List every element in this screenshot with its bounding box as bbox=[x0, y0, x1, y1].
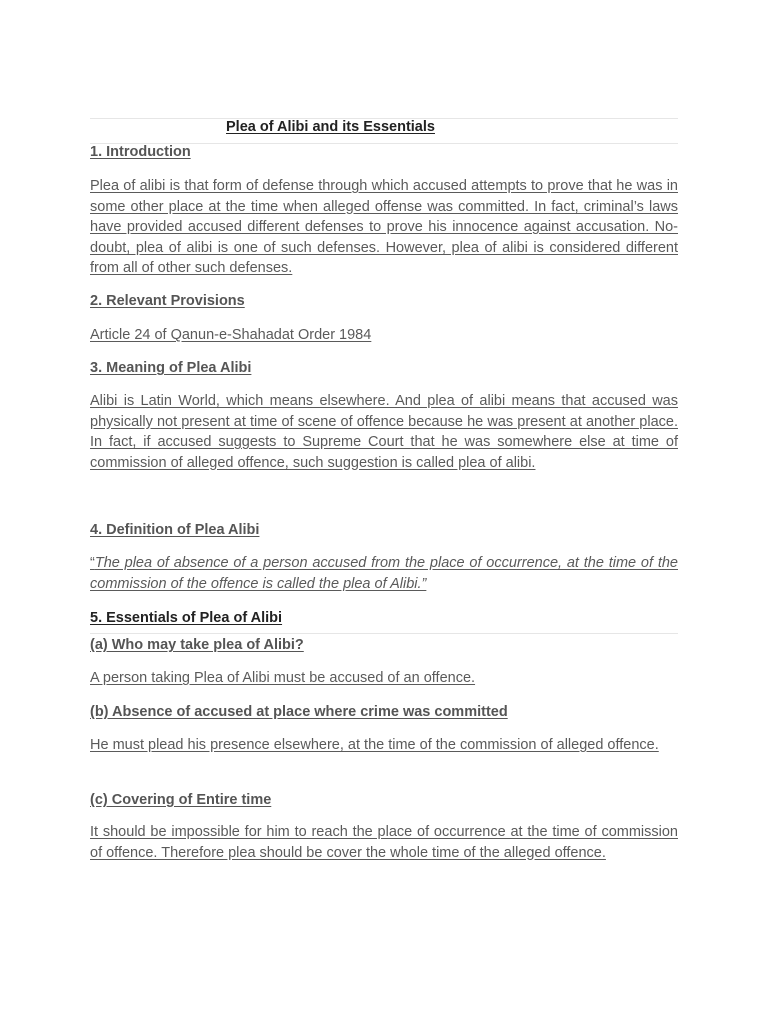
paragraph-introduction: Plea of alibi is that form of defense through which accused attempts to prove that he was in some other place at the time when alleged offense was committed. In fact, criminal’s laws have provided accused different defenses to prove his innocence against accusation. No-doubt, plea of alibi is one of such defenses. However, plea of alibi is considered different from all of other such defenses. bbox=[90, 178, 678, 276]
definition-open-quote: “ bbox=[90, 555, 95, 571]
subheading-a: (a) Who may take plea of Alibi? bbox=[90, 637, 304, 653]
subheading-c: (c) Covering of Entire time bbox=[90, 792, 272, 808]
heading-essentials: 5. Essentials of Plea of Alibi bbox=[90, 610, 283, 626]
paragraph-definition bbox=[90, 553, 678, 594]
heading-meaning: 3. Meaning of Plea Alibi bbox=[90, 360, 252, 376]
definition-text: The plea of absence of a person accused from the place of occurrence, at the time of the commission of the offence is called the plea of Alibi.” bbox=[90, 555, 678, 592]
heading-introduction: 1. Introduction bbox=[90, 144, 191, 160]
paragraph-c: It should be impossible for him to reach the place of occurrence at the time of commission of offence. Therefore plea should be cover the whole time of the alleged offence. bbox=[90, 824, 678, 861]
paragraph-a: A person taking Plea of Alibi must be accused of an offence. bbox=[90, 670, 476, 686]
paragraph-relevant-provisions: Article 24 of Qanun-e-Shahadat Order 1984 bbox=[90, 327, 372, 343]
paragraph-b: He must plead his presence elsewhere, at the time of the commission of alleged offence. bbox=[90, 737, 659, 753]
document-title: Plea of Alibi and its Essentials bbox=[226, 119, 435, 135]
subheading-b: (b) Absence of accused at place where crime was committed bbox=[90, 704, 508, 720]
heading-definition: 4. Definition of Plea Alibi bbox=[90, 522, 260, 538]
heading-relevant-provisions: 2. Relevant Provisions bbox=[90, 293, 245, 309]
divider-essentials bbox=[90, 633, 678, 634]
paragraph-meaning: Alibi is Latin World, which means elsewhere. And plea of alibi means that accused was physically not present at time of scene of offence because he was present at another place. In fact, if accused suggests to Supreme Court that he was somewhere else at time of commission of alleged offence, such suggestion is called plea of alibi. bbox=[90, 393, 678, 471]
